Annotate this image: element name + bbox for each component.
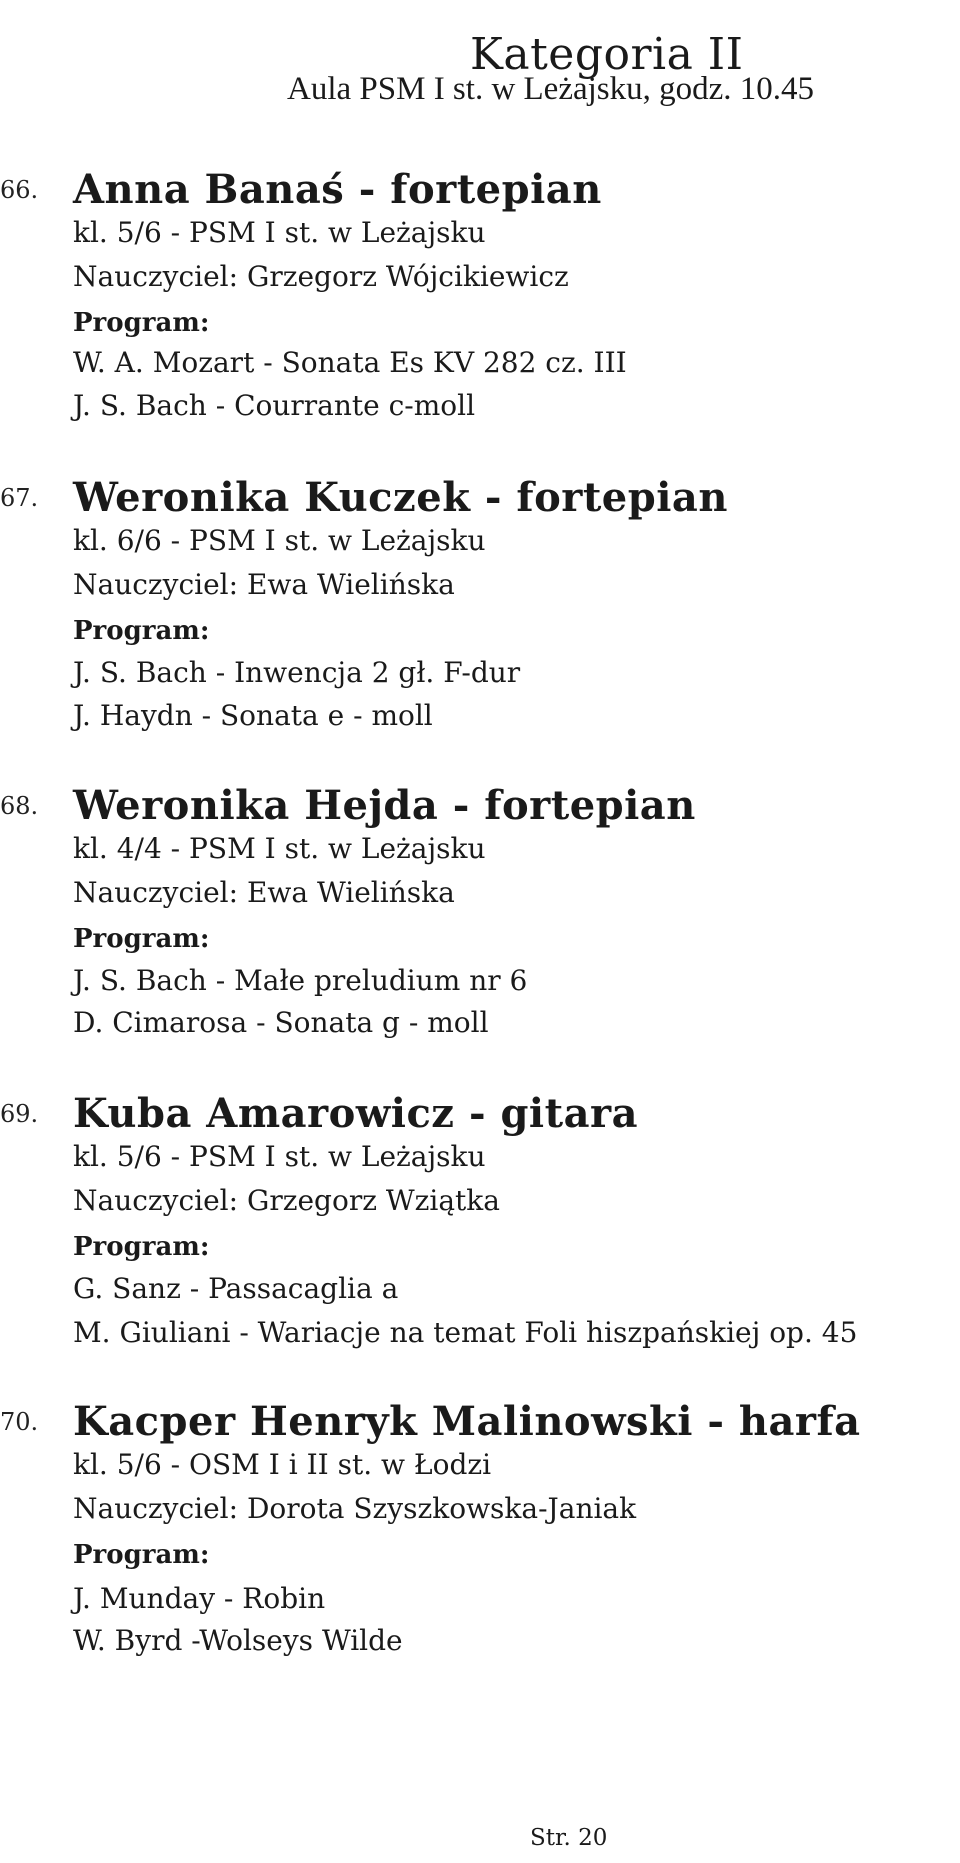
performer-name: Weronika Hejda - fortepian xyxy=(73,782,696,829)
piece: J. Munday - Robin xyxy=(73,1582,326,1615)
piece: J. S. Bach - Courrante c-moll xyxy=(73,389,476,422)
piece: M. Giuliani - Wariacje na temat Foli hiszpańskiej op. 45 xyxy=(73,1316,858,1349)
piece: G. Sanz - Passacaglia a xyxy=(73,1272,399,1305)
entry-number: 66. xyxy=(0,176,39,204)
program-label: Program: xyxy=(73,308,210,338)
class-info: kl. 4/4 - PSM I st. w Leżajsku xyxy=(73,832,486,865)
entry-number: 67. xyxy=(0,484,39,512)
program-label: Program: xyxy=(73,616,210,646)
teacher: Nauczyciel: Dorota Szyszkowska-Janiak xyxy=(73,1492,637,1525)
program-label: Program: xyxy=(73,924,210,954)
performer-name: Kuba Amarowicz - gitara xyxy=(73,1090,639,1137)
piece: J. S. Bach - Małe preludium nr 6 xyxy=(73,964,528,997)
teacher: Nauczyciel: Ewa Wielińska xyxy=(73,876,455,909)
piece: J. S. Bach - Inwencja 2 gł. F-dur xyxy=(73,656,521,689)
category-title: Kategoria II xyxy=(470,29,744,81)
entry-number: 68. xyxy=(0,792,39,820)
page-number: Str. 20 xyxy=(530,1825,608,1851)
class-info: kl. 5/6 - PSM I st. w Leżajsku xyxy=(73,1140,486,1173)
class-info: kl. 5/6 - PSM I st. w Leżajsku xyxy=(73,216,486,249)
teacher: Nauczyciel: Ewa Wielińska xyxy=(73,568,455,601)
entry-number: 70. xyxy=(0,1408,39,1436)
entry-number: 69. xyxy=(0,1100,39,1128)
piece: J. Haydn - Sonata e - moll xyxy=(73,699,433,732)
performer-name: Weronika Kuczek - fortepian xyxy=(73,474,728,521)
venue-subtitle: Aula PSM I st. w Leżajsku, godz. 10.45 xyxy=(287,71,815,107)
performer-name: Anna Banaś - fortepian xyxy=(73,166,602,213)
teacher: Nauczyciel: Grzegorz Wójcikiewicz xyxy=(73,260,569,293)
program-label: Program: xyxy=(73,1232,210,1262)
performer-name: Kacper Henryk Malinowski - harfa xyxy=(73,1398,861,1445)
piece: D. Cimarosa - Sonata g - moll xyxy=(73,1006,489,1039)
piece: W. A. Mozart - Sonata Es KV 282 cz. III xyxy=(73,346,627,379)
piece: W. Byrd -Wolseys Wilde xyxy=(73,1624,403,1657)
class-info: kl. 6/6 - PSM I st. w Leżajsku xyxy=(73,524,486,557)
teacher: Nauczyciel: Grzegorz Wziątka xyxy=(73,1184,500,1217)
program-label: Program: xyxy=(73,1540,210,1570)
class-info: kl. 5/6 - OSM I i II st. w Łodzi xyxy=(73,1448,492,1481)
